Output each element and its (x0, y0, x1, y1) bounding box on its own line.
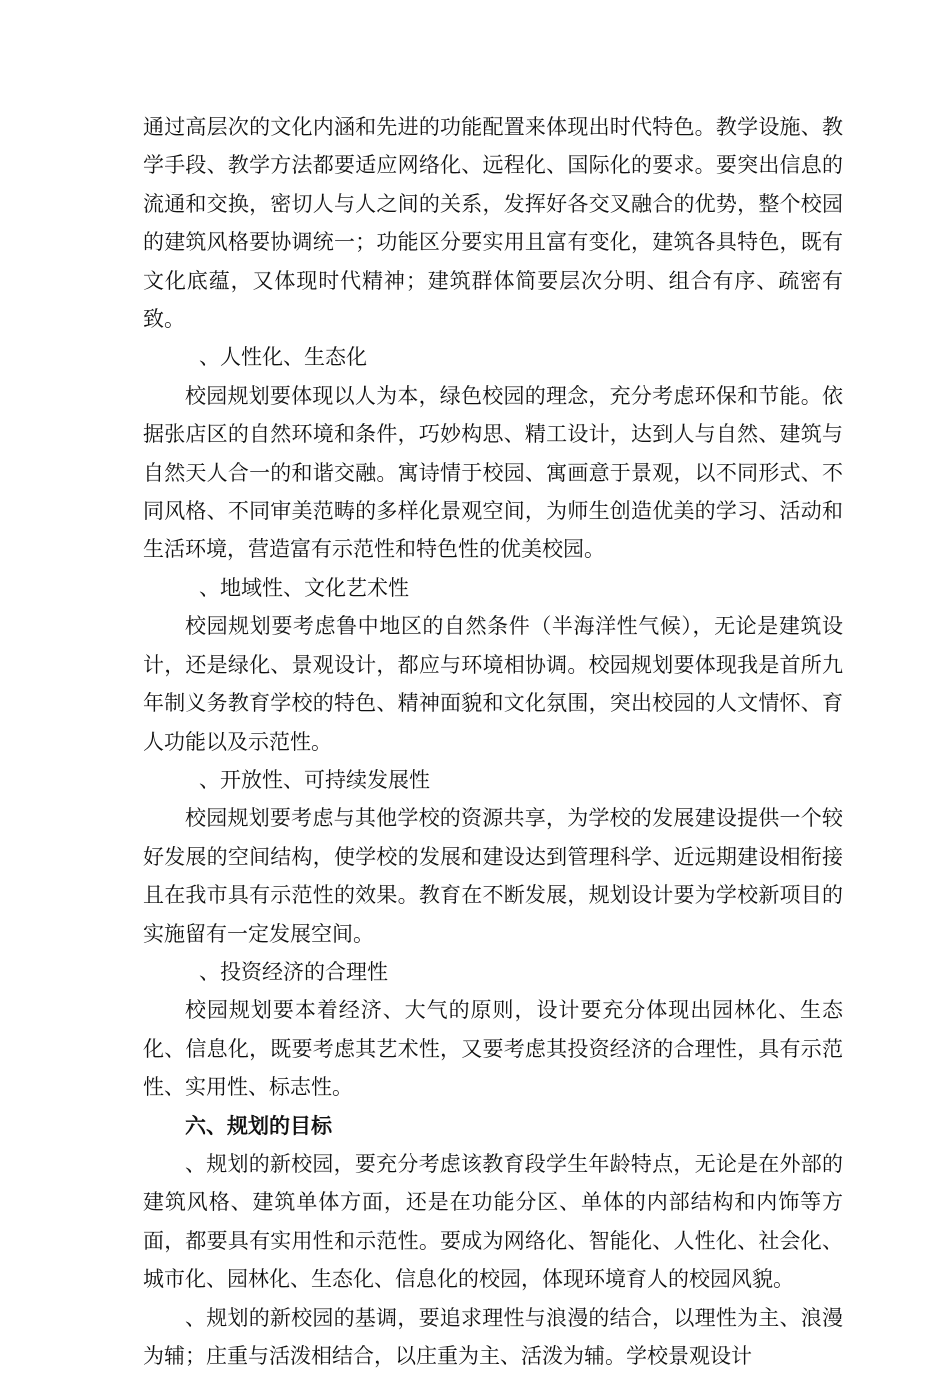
paragraph-goal-1: 、规划的新校园，要充分考虑该教育段学生年龄特点，无论是在外部的建筑风格、建筑单体方面，还是在功能分区、单体的内部结构和内饰等方面，都要具有实用性和示范性。要成为网络化、智能化、人性化、社会化、城市化、园林化、生态化、信息化的校园，体现环境育人的校园风貌。 (143, 1151, 843, 1292)
paragraph-investment: 校园规划要本着经济、大气的原则，设计要充分体现出园林化、生态化、信息化，既要考虑其艺术性，又要考虑其投资经济的合理性，具有示范性、实用性、标志性。 (143, 998, 843, 1100)
subheading-regional-culture: 、地域性、文化艺术性 (199, 575, 409, 600)
subheading-openness-sustainability: 、开放性、可持续发展性 (199, 767, 430, 792)
paragraph-goal-2: 、规划的新校园的基调，要追求理性与浪漫的结合，以理性为主、浪漫为辅；庄重与活泼相结合，以庄重为主、活泼为辅。学校景观设计 (143, 1305, 843, 1368)
section-heading-planning-goals: 六、规划的目标 (185, 1112, 332, 1138)
document-page (143, 108, 843, 1375)
paragraph-regional: 校园规划要考虑鲁中地区的自然条件（半海洋性气候），无论是建筑设计，还是绿化、景观设计，都应与环境相协调。校园规划要体现我是首所九年制义务教育学校的特色、精神面貌和文化氛围，突出校园的人文情怀、育人功能以及示范性。 (143, 614, 843, 754)
paragraph-humanization: 校园规划要体现以人为本，绿色校园的理念，充分考虑环保和节能。依据张店区的自然环境和条件，巧妙构思、精工设计，达到人与自然、建筑与自然天人合一的和谐交融。寓诗情于校园、寓画意于景观，以不同形式、不同风格、不同审美范畴的多样化景观空间，为师生创造优美的学习、活动和生活环境，营造富有示范性和特色性的优美校园。 (143, 383, 843, 562)
subheading-investment-economy: 、投资经济的合理性 (199, 959, 388, 984)
subheading-humanization-ecology: 、人性化、生态化 (199, 345, 367, 370)
paragraph-openness: 校园规划要考虑与其他学校的资源共享，为学校的发展建设提供一个较好发展的空间结构，使学校的发展和建设达到管理科学、近远期建设相衔接且在我市具有示范性的效果。教育在不断发展，规划设计要为学校新项目的实施留有一定发展空间。 (143, 806, 843, 946)
paragraph-era-features: 通过高层次的文化内涵和先进的功能配置来体现出时代特色。教学设施、教学手段、教学方法都要适应网络化、远程化、国际化的要求。要突出信息的流通和交换，密切人与人之间的关系，发挥好各交叉融合的优势，整个校园的建筑风格要协调统一；功能区分要实用且富有变化，建筑各具特色，既有文化底蕴，又体现时代精神；建筑群体简要层次分明、组合有序、疏密有致。 (143, 115, 843, 332)
